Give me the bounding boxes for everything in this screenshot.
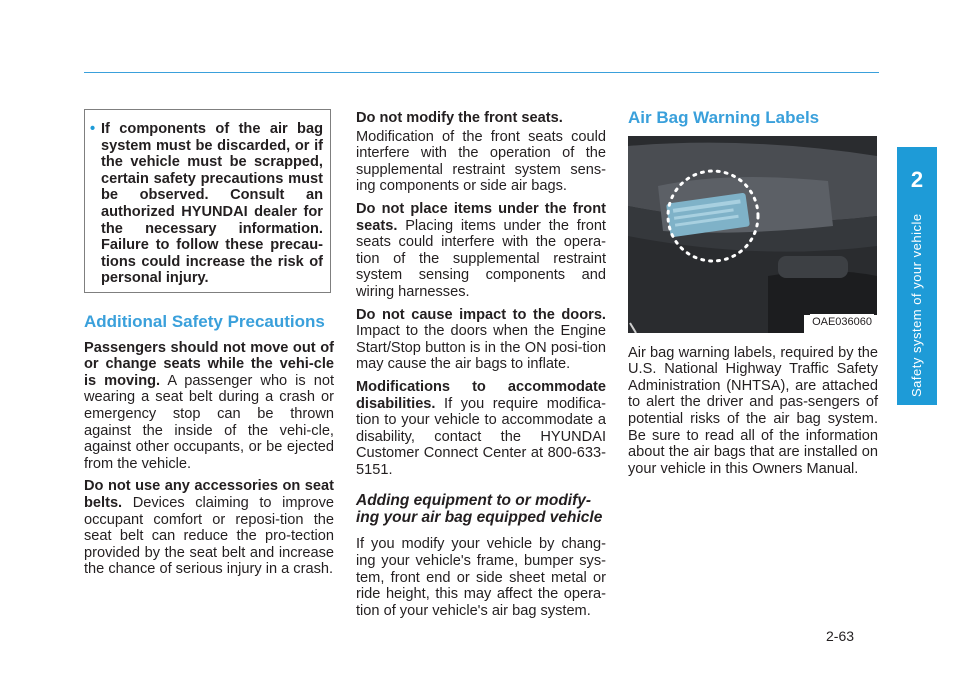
paragraph — [84, 340, 334, 473]
bullet-icon: • — [90, 121, 96, 137]
section-heading: Additional Safety Precautions — [84, 312, 325, 331]
sun-visor-illustration — [628, 136, 877, 333]
image-code: OAE036060 — [810, 314, 874, 331]
paragraph — [628, 345, 878, 478]
paragraph — [356, 110, 606, 127]
paragraph-body: Air bag warning labels, required by the U.S. National Highway Traffic Safety Administration (NHTSA), are attached to alert the driver and pas-sengers of potential risks of the air bag system. Be sure to read all of the information about the air bags that are installed on your vehicle in this Owners Manual. — [628, 344, 878, 477]
page-number: 2-63 — [826, 628, 855, 644]
paragraph-lead: Passengers should not move out of or change seats while the vehi-cle is moving. — [84, 339, 334, 389]
paragraph-lead: Do not cause impact to the doors. — [356, 306, 606, 323]
subheading: Adding equipment to or modify-ing your air bag equipped vehicle — [356, 492, 603, 527]
paragraph — [356, 201, 606, 301]
paragraph-body: If you require modifica-tion to your vehicle to accommodate a disability, contact the HYUNDAI Customer Connect Center at 800-633-5151. — [356, 395, 606, 478]
column-middle — [356, 110, 606, 625]
paragraph — [356, 307, 606, 373]
section-heading: Air Bag Warning Labels — [628, 108, 820, 127]
paragraph-body: Placing items under the front seats could interfere with the opera-tion of the supplemental restraint system sensing components and wiring harnesses. — [356, 217, 606, 300]
chapter-number: 2 — [910, 167, 924, 192]
paragraph-body: A passenger who is not wearing a seat belt during a crash or emergency stop can be thrown against the inside of the vehi-cle, against other occupants, or be ejected from the vehicle. — [84, 372, 334, 472]
paragraph — [356, 379, 606, 479]
paragraph — [84, 478, 334, 578]
column-right — [628, 110, 878, 483]
paragraph-lead: Do not modify the front seats. — [356, 110, 563, 126]
paragraph-lead: Do not place items under the front seats. — [356, 200, 606, 234]
paragraph-lead: Modifications to accommodate disabilities. — [356, 378, 606, 412]
airbag-label-photo — [628, 136, 877, 333]
paragraph-lead: Do not use any accessories on seat belts. — [84, 478, 334, 511]
paragraph — [356, 536, 606, 619]
paragraph-body: Devices claiming to improve occupant comfort or reposi-tion the seat belt can reduce the pro-tection provided by the seat belt and increase the chance of serious injury in a crash. — [84, 494, 334, 578]
warning-text: If components of the air bag system must be discarded, or if the vehicle must be scrapped, certain safety precautions must be observed. Consult an authorized HYUNDAI dealer for the necessary information. Failure to follow these precau-tions could increase the risk of personal injury. — [101, 121, 323, 287]
paragraph — [356, 129, 606, 195]
paragraph-body: Impact to the doors when the Engine Start/Stop button is in the ON posi-tion may cause the air bags to inflate. — [356, 323, 606, 373]
chapter-tab — [897, 147, 937, 405]
chapter-title: Safety system of your vehicle — [909, 213, 924, 397]
paragraph-body: Modification of the front seats could interfere with the operation of the supplemental restraint system sens-ing components or side air bags. — [356, 128, 606, 195]
paragraph-body: If you modify your vehicle by chang-ing your vehicle's frame, bumper sys-tem, front end or side sheet metal or ride height, this may affect the opera-tion of your vehicle's air bag system. — [356, 536, 606, 619]
header-rule — [84, 72, 879, 73]
section-additional-safety — [84, 314, 334, 584]
warning-text-block — [90, 121, 323, 287]
